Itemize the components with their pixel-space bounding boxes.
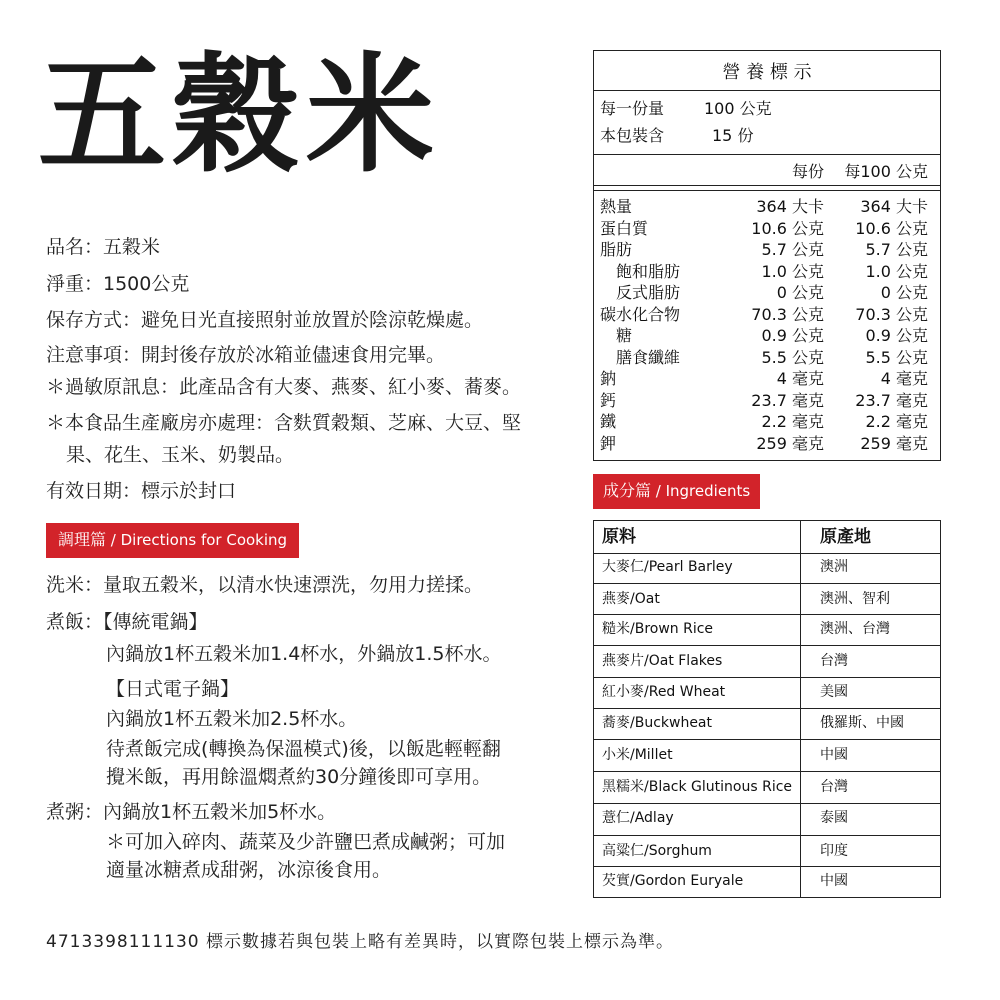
ingredient-origin: 中國: [820, 747, 848, 763]
serving-size-label: 每一份量: [600, 99, 665, 118]
ingredients-table: [593, 520, 941, 898]
nutrient-name: 鉀: [600, 433, 617, 453]
servings-per-package-value: 15 份: [712, 126, 754, 145]
ingredient-origin: 泰國: [820, 810, 848, 826]
wash-rice-step: 洗米：量取五穀米，以清水快速漂洗，勿用力搓揉。: [46, 574, 484, 596]
ingredient-origin: 俄羅斯、中國: [820, 715, 904, 731]
origin-header: 原產地: [820, 527, 871, 547]
cooking-label-en: / Directions for Cooking: [106, 531, 288, 549]
servings-per-package-label: 本包裝含: [600, 126, 665, 145]
ingredient-material: 燕麥片/Oat Flakes: [602, 653, 723, 669]
per-100g-value: 0 公克: [880, 283, 928, 302]
ingredients-label-zh: 成分篇: [603, 481, 652, 500]
nutrient-name: 飽和脂肪: [600, 261, 681, 281]
ingredient-origin: 台灣: [820, 779, 848, 795]
product-name: 品名：五穀米: [46, 236, 161, 258]
per-serving-value: 364 大卡: [756, 197, 824, 216]
nutrient-name: 蛋白質: [600, 218, 649, 238]
japanese-cooker-heading: 【日式電子鍋】: [106, 678, 240, 700]
ingredient-material: 蕎麥/Buckwheat: [602, 715, 713, 731]
ingredient-origin: 印度: [820, 843, 848, 859]
ingredients-label-en: / Ingredients: [651, 482, 751, 500]
nutrient-name: 熱量: [600, 197, 633, 216]
nutrient-name: 糖: [600, 326, 633, 345]
ingredient-material: 燕麥/Oat: [602, 591, 660, 607]
ingredient-material: 芡實/Gordon Euryale: [602, 873, 744, 889]
ingredient-material: 小米/Millet: [602, 747, 673, 763]
ingredient-origin: 中國: [820, 873, 848, 889]
congee-note-line1: ＊可加入碎肉、蔬菜及少許鹽巴煮成鹹粥；可加: [106, 831, 506, 853]
nutrient-name: 反式脂肪: [600, 283, 681, 302]
notice: 注意事項：開封後存放於冰箱並儘速食用完畢。: [46, 344, 446, 366]
per-100g-header: 每100 公克: [844, 162, 928, 181]
nutrient-name: 脂肪: [600, 240, 633, 259]
cooking-label-zh: 調理篇: [58, 530, 107, 549]
ingredient-material: 高粱仁/Sorghum: [602, 843, 712, 859]
factory-info-line1: ＊本食品生產廠房亦處理：含麩質穀類、芝麻、大豆、堅: [46, 412, 522, 434]
nutrient-name: 鈣: [600, 390, 617, 410]
ingredient-material: 薏仁/Adlay: [602, 810, 674, 826]
cooking-section-label: [46, 523, 299, 558]
nutrition-facts-table: [593, 50, 941, 461]
per-100g-value: 5.7 公克: [865, 240, 928, 259]
after-cooking-step-line1: 待煮飯完成(轉換為保溫模式)後，以飯匙輕輕翻: [106, 738, 501, 760]
per-serving-value: 5.5 公克: [761, 347, 824, 367]
per-serving-value: 10.6 公克: [751, 218, 824, 238]
per-100g-value: 259 毫克: [860, 433, 928, 453]
per-serving-value: 4 毫克: [776, 369, 824, 388]
ingredient-origin: 美國: [820, 684, 848, 700]
per-100g-value: 364 大卡: [860, 197, 928, 216]
per-100g-value: 0.9 公克: [865, 326, 928, 345]
ingredient-material: 紅小麥/Red Wheat: [602, 684, 726, 700]
congee-note-line2: 適量冰糖煮成甜粥，冰涼後食用。: [106, 859, 392, 881]
ingredient-origin: 澳洲、台灣: [820, 621, 890, 637]
congee-step: 煮粥：內鍋放1杯五穀米加5杯水。: [46, 801, 337, 823]
per-serving-value: 70.3 公克: [751, 304, 824, 324]
per-serving-header: 每份: [791, 162, 824, 181]
ingredients-section-label: [593, 474, 760, 509]
per-100g-value: 2.2 毫克: [865, 412, 928, 431]
traditional-cooker-step: 內鍋放1杯五穀米加1.4杯水，外鍋放1.5杯水。: [106, 643, 502, 665]
ingredient-origin: 澳洲: [820, 559, 848, 575]
storage-method: 保存方式：避免日光直接照射並放置於陰涼乾燥處。: [46, 309, 484, 331]
per-serving-values: [751, 196, 824, 454]
per-serving-value: 0 公克: [776, 283, 824, 302]
material-header: 原料: [602, 527, 636, 547]
per-100g-value: 70.3 公克: [855, 304, 928, 324]
per-serving-value: 0.9 公克: [761, 326, 824, 345]
per-100g-value: 1.0 公克: [865, 261, 928, 281]
per-serving-value: 259 毫克: [756, 433, 824, 453]
per-serving-value: 2.2 毫克: [761, 412, 824, 431]
per-serving-value: 5.7 公克: [761, 240, 824, 259]
product-title: 五穀米: [38, 41, 441, 190]
expiry-date: 有效日期：標示於封口: [46, 480, 237, 502]
allergen-info: ＊過敏原訊息：此產品含有大麥、燕麥、紅小麥、蕎麥。: [46, 376, 522, 398]
per-100g-value: 10.6 公克: [855, 218, 928, 238]
ingredient-origin: 澳洲、智利: [820, 591, 890, 607]
serving-size-value: 100 公克: [704, 99, 772, 118]
cook-rice-heading: 煮飯：【傳統電鍋】: [46, 611, 208, 633]
per-100g-value: 23.7 毫克: [855, 390, 928, 410]
ingredient-material: 大麥仁/Pearl Barley: [602, 559, 733, 575]
ingredient-origin: 台灣: [820, 653, 848, 669]
nutrition-title: 營 養 標 示: [722, 62, 812, 83]
nutrient-name: 膳食纖維: [600, 347, 681, 367]
nutrient-name: 碳水化合物: [600, 304, 681, 324]
ingredient-material: 黑糯米/Black Glutinous Rice: [602, 779, 793, 795]
nutrient-name: 鐵: [600, 412, 617, 431]
per-serving-value: 23.7 毫克: [751, 390, 824, 410]
barcode-disclaimer-footer: 4713398111130 標示數據若與包裝上略有差異時，以實際包裝上標示為準。: [46, 932, 675, 952]
factory-info-line2: 果、花生、玉米、奶製品。: [66, 444, 295, 466]
per-100g-value: 4 毫克: [880, 369, 928, 388]
per-100g-values: [855, 196, 928, 454]
japanese-cooker-step: 內鍋放1杯五穀米加2.5杯水。: [106, 708, 358, 730]
after-cooking-step-line2: 攪米飯，再用餘溫燜煮約30分鐘後即可享用。: [106, 766, 492, 788]
nutrient-name: 鈉: [600, 369, 617, 388]
net-weight: 淨重：1500公克: [46, 273, 190, 295]
ingredient-material: 糙米/Brown Rice: [602, 621, 714, 637]
per-serving-value: 1.0 公克: [761, 261, 824, 281]
per-100g-value: 5.5 公克: [865, 347, 928, 367]
nutrient-names: [600, 196, 680, 454]
